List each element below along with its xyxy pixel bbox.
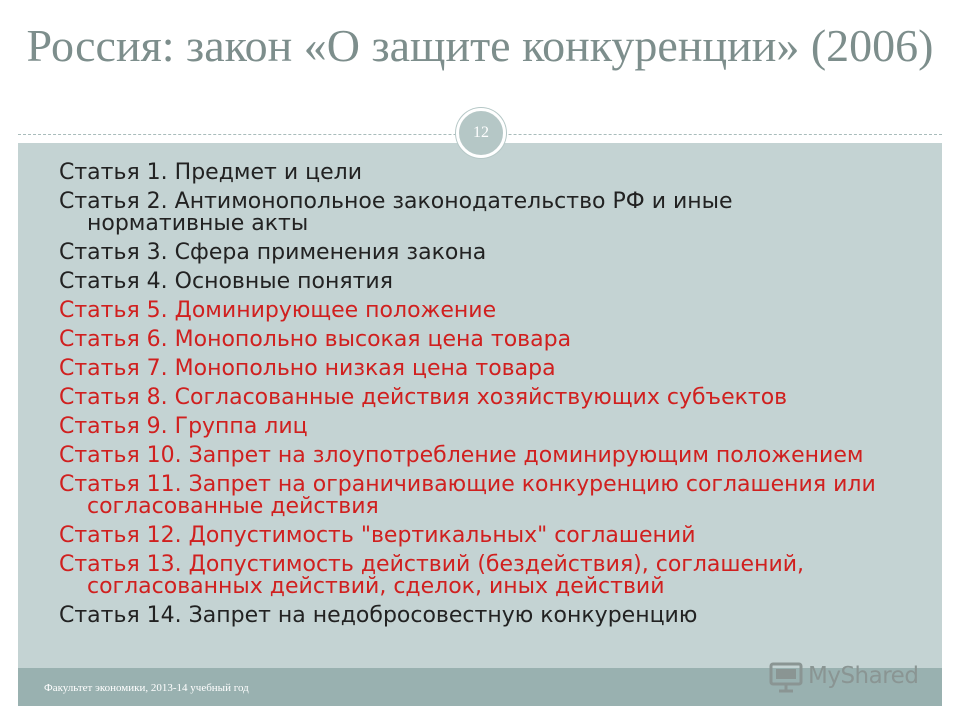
article-item: Статья 1. Предмет и цели — [59, 160, 363, 185]
article-item: Статья 3. Сфера применения закона — [59, 240, 487, 265]
article-item: Статья 2. Антимонопольное законодательство РФ и иные нормативные акты — [59, 189, 733, 236]
article-item: Статья 4. Основные понятия — [59, 269, 393, 294]
article-item: Статья 11. Запрет на ограничивающие конкуренцию соглашения или согласованные действия — [59, 472, 876, 519]
slide-number-badge — [456, 108, 506, 158]
article-list — [59, 162, 889, 634]
article-item: Статья 12. Допустимость "вертикальных" соглашений — [59, 523, 696, 548]
presentation-board-icon — [768, 658, 804, 694]
article-item: Статья 14. Запрет на недобросовестную конкуренцию — [59, 603, 698, 628]
footer-text: Факультет экономики, 2013-14 учебный год — [44, 682, 249, 694]
article-item: Статья 6. Монопольно высокая цена товара — [59, 327, 572, 352]
watermark-text: MyShared — [808, 663, 919, 689]
slide-title: Россия: закон «О защите конкуренции» (2006) — [26, 20, 934, 71]
article-item: Статья 9. Группа лиц — [59, 414, 308, 439]
slide-number: 12 — [473, 124, 489, 141]
article-item: Статья 5. Доминирующее положение — [59, 298, 497, 323]
article-item: Статья 13. Допустимость действий (бездействия), соглашений, согласованных действий, сделок, иных действий — [59, 552, 805, 599]
article-item: Статья 8. Согласованные действия хозяйствующих субъектов — [59, 385, 788, 410]
article-item: Статья 10. Запрет на злоупотребление доминирующим положением — [59, 443, 864, 468]
watermark — [768, 656, 918, 696]
article-item: Статья 7. Монопольно низкая цена товара — [59, 356, 556, 381]
